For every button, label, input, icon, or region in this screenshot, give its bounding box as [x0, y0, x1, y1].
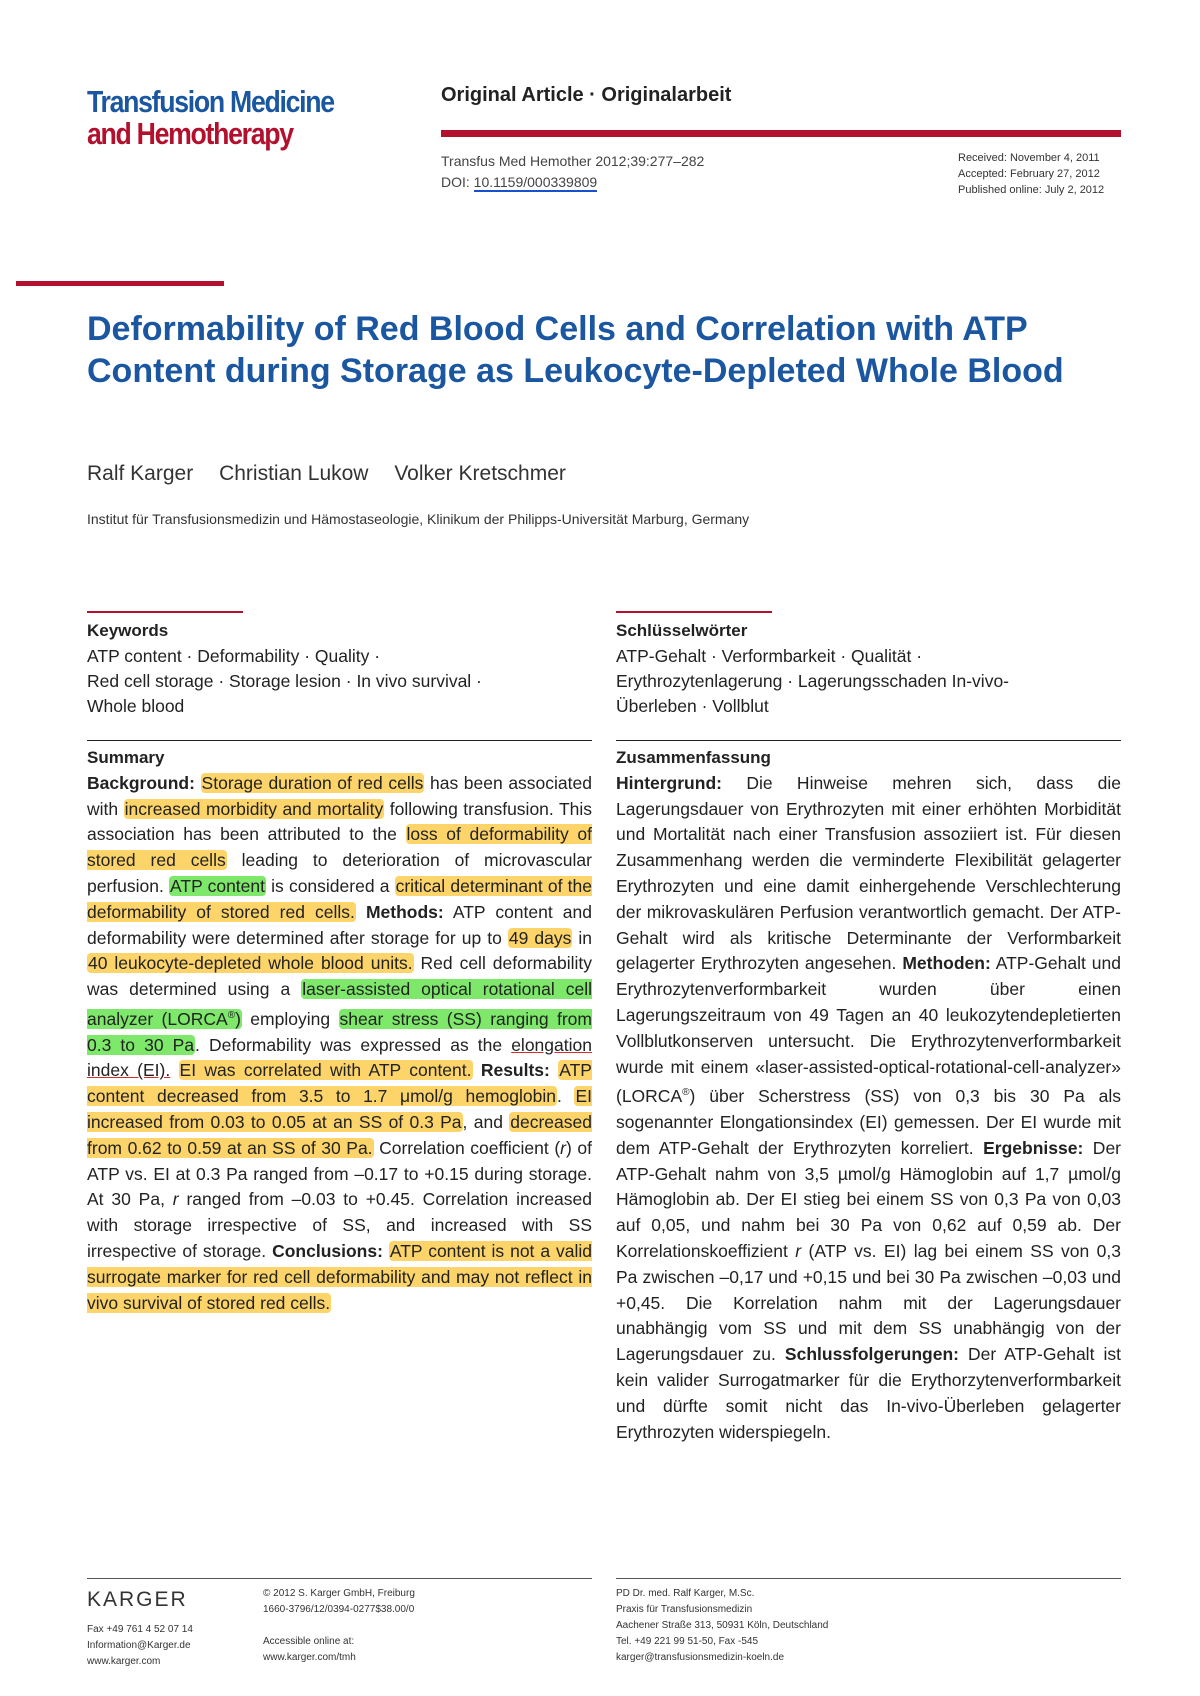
header-red-bar: [441, 130, 1121, 137]
highlight-green: ATP content: [170, 875, 265, 896]
accessible-label: Accessible online at:: [263, 1636, 355, 1647]
author-list: [87, 462, 586, 486]
publisher-contact: [87, 1622, 193, 1670]
published-date: Published online: July 2, 2012: [958, 184, 1105, 196]
schluesselwoerter-line: Erythrozytenlagerung · Lagerungsschaden In-vivo-: [616, 670, 1009, 691]
journal-logo: [87, 86, 334, 150]
keywords-rule: [87, 611, 243, 613]
keywords-line: Red cell storage · Storage lesion · In vivo survival ·: [87, 670, 482, 691]
highlight: ATP content is not a valid surrogate marker for red cell deformability and may not reflect in vivo survival of stored red cells.: [87, 1240, 592, 1313]
logo-line-2: and Hemotherapy: [87, 116, 293, 151]
highlight: decreased from 0.62 to 0.59 at an SS of 30 Pa.: [87, 1111, 592, 1158]
keywords-line: ATP content · Deformability · Quality ·: [87, 645, 381, 666]
highlight: loss of deformability of stored red cells: [87, 824, 592, 871]
schlussfolgerungen-label: Schlussfolgerungen:: [784, 1344, 959, 1365]
highlight-green: shear stress (SS) ranging from 0.3 to 30 Pa: [87, 1008, 592, 1055]
summary-section: [87, 740, 592, 1316]
accepted-date: Accepted: February 27, 2012: [958, 168, 1100, 180]
ergebnisse-label: Ergebnisse:: [983, 1137, 1084, 1158]
author-name: Volker Kretschmer: [394, 462, 566, 485]
author-name: Christian Lukow: [219, 462, 369, 485]
doi-line: [441, 172, 704, 193]
publisher-email[interactable]: Information@Karger.de: [87, 1640, 191, 1651]
corr-address: Aachener Straße 313, 50931 Köln, Deutschland: [616, 1620, 829, 1631]
underline: elongation index (EI).: [87, 1034, 592, 1081]
schluesselwoerter-line: Überleben · Vollblut: [616, 695, 769, 716]
corr-email[interactable]: karger@transfusionsmedizin-koeln.de: [616, 1652, 785, 1663]
background-label: Background:: [87, 772, 195, 793]
keywords-heading: Keywords: [87, 621, 169, 640]
highlight-green: laser-assisted optical rotational cell analyzer (LORCA®): [87, 979, 592, 1029]
zusammenfassung-text: Hintergrund: Die Hinweise mehren sich, dass die Lagerungsdauer von Erythrozyten mit einer erhöhten Morbidität und Mortalität nach einer Transfusion assoziiert ist. Für diesen Zusammenhang werden die verminderte Flexibilität gelagerter Erythrozyten und eine damit einhergehende Verschlechterung der mikrovaskulären Perfusion verantwortlich gemacht. Der ATP-Gehalt wird als kritische Determinante der Verformbarkeit gelagerter Erythrozyten angesehen. Methoden: ATP-Gehalt und Erythrozytenverformbarkeit wurden über einen Lagerungszeitraum von 49 Tagen an 40 leukozytendepletierten Vollblutkonserven untersucht. Die Erythrozytenverformbarkeit wurde mit einem «laser-assisted-optical-rotational-cell-analyzer» (LORCA®) über Scherstress (SS) von 0,3 bis 30 Pa als sogenannter Elongationsindex (EI) gemessen. Der EI wurde mit dem ATP-Gehalt der Erythrozyten korreliert. Ergebnisse: Der ATP-Gehalt nahm von 3,5 µmol/g Hämoglobin auf 1,7 µmol/g Hämoglobin ab. Der EI stieg bei einem SS von 0,3 Pa von 0,03 auf 0,05, und nahm bei 30 Pa von 0,62 auf 0,59 ab. Der Korrelationskoeffizient r (ATP vs. EI) lag bei einem SS von 0,3 Pa zwischen –0,17 und +0,15 und bei 30 Pa zwischen –0,03 und +0,45. Die Korrelation nahm mit der Lagerungsdauer unabhängig vom SS und mit dem SS unabhängig von der Lagerungsdauer zu. Schlussfolgerungen: Der ATP-Gehalt ist kein valider Surrogatmarker für die Erythorzytenverformbarkeit und dürfte somit nicht das In-vivo-Überleben gelagerter Erythrozyten widerspiegeln.: [616, 772, 1122, 1442]
results-label: Results:: [480, 1060, 550, 1081]
article-title: Deformability of Red Blood Cells and Correlation with ATP Content during Storage as Leukocyte-Depleted Whole Blood: [87, 310, 1064, 390]
affiliation: Institut für Transfusionsmedizin und Hämostaseologie, Klinikum der Philipps-Universität Marburg, Germany: [87, 511, 750, 527]
journal-url[interactable]: www.karger.com/tmh: [263, 1652, 356, 1663]
highlight: 49 days: [508, 927, 572, 948]
citation: Transfus Med Hemother 2012;39:277–282: [441, 153, 705, 169]
publisher-logo: KARGER: [87, 1588, 188, 1611]
publisher-web[interactable]: www.karger.com: [87, 1656, 161, 1667]
fax: Fax +49 761 4 52 07 14: [87, 1624, 193, 1635]
highlight: EI increased from 0.03 to 0.05 at an SS of 0.3 Pa: [87, 1086, 592, 1132]
citation-block: [441, 151, 704, 193]
schluesselwoerter-line: ATP-Gehalt · Verformbarkeit · Qualität ·: [616, 645, 923, 666]
correspondence-block: [616, 1586, 828, 1666]
summary-heading: Summary: [87, 748, 165, 767]
copyright: © 2012 S. Karger GmbH, Freiburg: [263, 1588, 415, 1599]
copyright-block: [263, 1586, 415, 1666]
highlight: 40 leukocyte-depleted whole blood units.: [88, 953, 413, 974]
methods-label: Methods:: [365, 901, 444, 922]
zusammenfassung-section: [616, 740, 1121, 1445]
zusammenfassung-heading: Zusammenfassung: [616, 748, 771, 767]
received-date: Received: November 4, 2011: [958, 152, 1100, 164]
footer-rule-right: [616, 1578, 1121, 1579]
footer-rule-left: [87, 1578, 592, 1579]
dates-block: [958, 150, 1104, 198]
doi-label: DOI:: [441, 174, 470, 190]
highlight: Storage duration of red cells: [201, 772, 424, 793]
corr-phone: Tel. +49 221 99 51-50, Fax -545: [616, 1636, 759, 1647]
highlight: EI was correlated with ATP content.: [179, 1060, 472, 1081]
schluesselwoerter-heading: Schlüsselwörter: [616, 621, 748, 640]
title-red-bar: [16, 281, 224, 286]
author-name: Ralf Karger: [87, 462, 194, 485]
highlight: critical determinant of the deformability of stored red cells.: [87, 875, 592, 922]
schluesselwoerter-section: [616, 618, 1121, 719]
highlight: ATP content decreased from 3.5 to 1.7 μmol/g hemoglobin: [87, 1060, 592, 1107]
corr-name: PD Dr. med. Ralf Karger, M.Sc.: [616, 1588, 755, 1599]
highlight: increased morbidity and mortality: [124, 798, 384, 819]
keywords-line: Whole blood: [87, 695, 185, 716]
methoden-label: Methoden:: [902, 953, 991, 974]
doi-link[interactable]: 10.1159/000339809: [473, 174, 598, 190]
article-type: Original Article · Originalarbeit: [441, 84, 732, 106]
schluesselwoerter-rule: [616, 611, 772, 613]
hintergrund-label: Hintergrund:: [616, 772, 722, 793]
issn: 1660-3796/12/0394-0277$38.00/0: [263, 1604, 415, 1615]
conclusions-label: Conclusions:: [272, 1240, 383, 1261]
keywords-section: [87, 618, 592, 719]
summary-text: Background: Storage duration of red cells has been associated with increased morbidity and mortality following transfusion. This association has been attributed to the loss of deformability of stored red cells leading to deterioration of microvascular perfusion. ATP content is considered a critical determinant of the deformability of stored red cells. Methods: ATP content and deformability were determined after storage for up to 49 days in 40 leukocyte-depleted whole blood units. Red cell deformability was determined using a laser-assisted optical rotational cell analyzer (LORCA®) employing shear stress (SS) ranging from 0.3 to 30 Pa. Deformability was expressed as the elongation index (EI). EI was correlated with ATP content. Results: ATP content decreased from 3.5 to 1.7 μmol/g hemoglobin. EI increased from 0.03 to 0.05 at an SS of 0.3 Pa, and decreased from 0.62 to 0.59 at an SS of 30 Pa. Correlation coefficient (r) of ATP vs. EI at 0.3 Pa ranged from –0.17 to +0.15 during storage. At 30 Pa, r ranged from –0.03 to +0.45. Correlation increased with storage irrespective of SS, and increased with SS irrespective of storage. Conclusions: ATP content is not a valid surrogate marker for red cell deformability and may not reflect in vivo survival of stored red cells.: [87, 772, 593, 1313]
corr-practice: Praxis für Transfusionsmedizin: [616, 1604, 753, 1615]
logo-line-1: Transfusion Medicine: [87, 84, 334, 119]
